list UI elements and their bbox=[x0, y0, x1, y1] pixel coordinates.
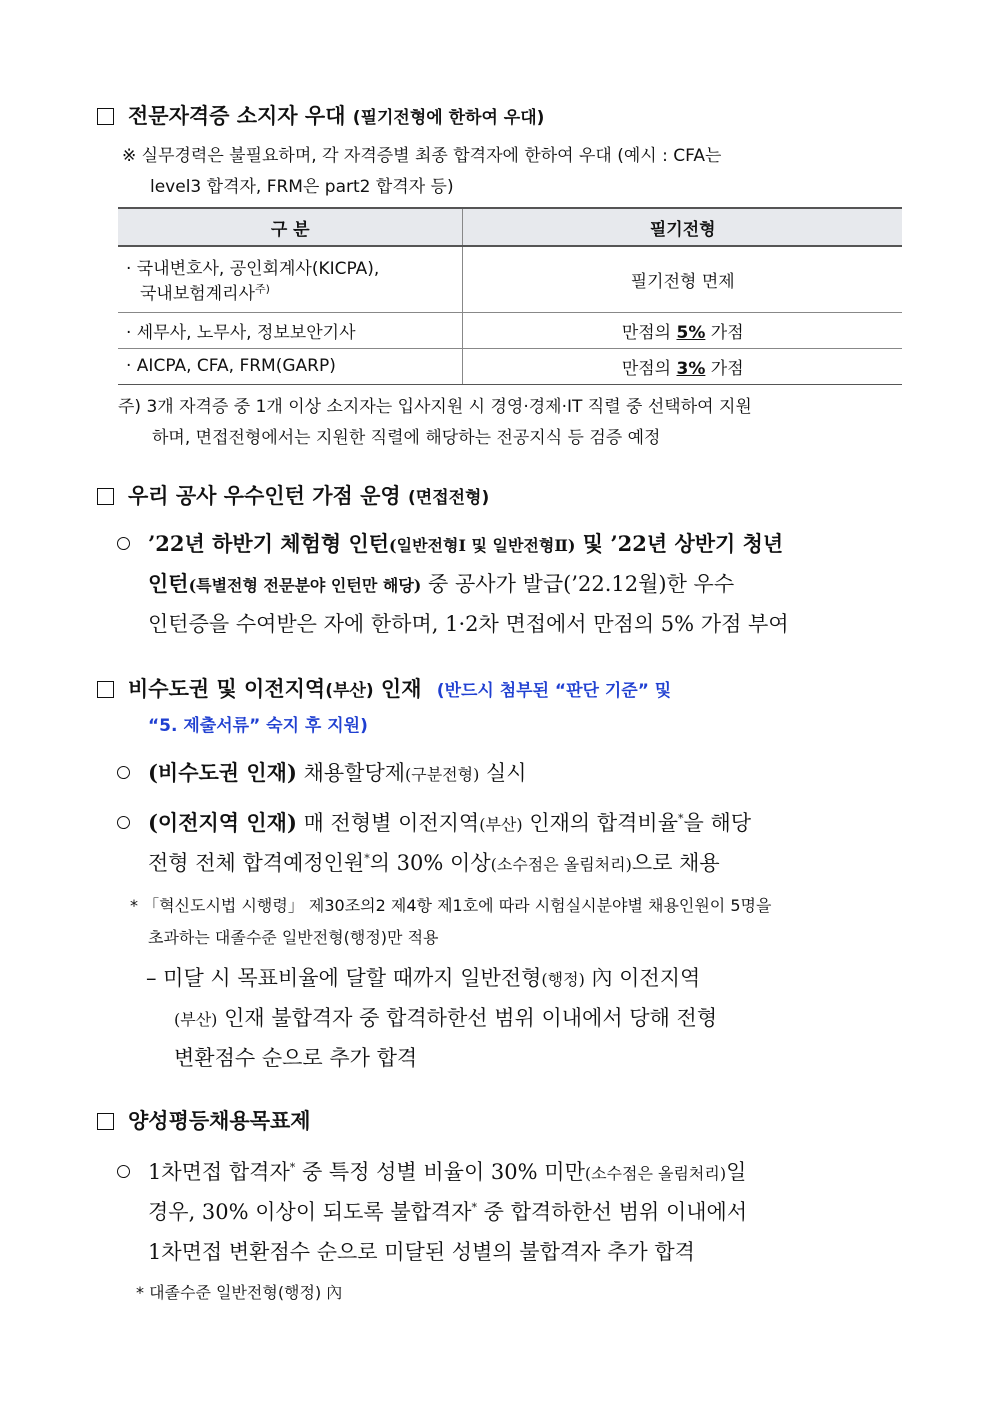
asterisk-marker: * bbox=[289, 1161, 296, 1174]
section-2-title-paren: (면접전형) bbox=[408, 488, 490, 508]
bullet-text: 실시 bbox=[479, 761, 527, 785]
table-header-row bbox=[118, 208, 902, 246]
table-cell: · 세무사, 노무사, 정보보안기사 bbox=[118, 312, 463, 348]
bullet-circle-icon bbox=[117, 816, 130, 829]
section-3-title-tail: 인재 bbox=[373, 677, 422, 701]
table-header-written: 필기전형 bbox=[463, 208, 902, 246]
section-1-footnote-line2: 하며, 면접전형에서는 지원한 직렬에 해당하는 전공지식 등 검증 예정 bbox=[152, 428, 661, 448]
section-3-dash-line2 bbox=[174, 1002, 717, 1032]
bullet-text: 일 bbox=[726, 1160, 747, 1184]
bullet-text: 전형 전체 합격예정인원 bbox=[148, 851, 365, 875]
section-1-footnote-line1: 주) 3개 자격증 중 1개 이상 소지자는 입사지원 시 경영·경제·IT 직렬 중 선택하여 지원 bbox=[118, 397, 752, 417]
table-row bbox=[118, 348, 902, 384]
bullet-label: (비수도권 인재) bbox=[148, 760, 297, 785]
section-3-bullet1 bbox=[117, 757, 527, 787]
section-2-line2 bbox=[148, 568, 734, 598]
bullet-text: 매 전형별 이전지역 bbox=[296, 811, 480, 835]
bonus-value: 5% bbox=[676, 322, 706, 343]
section-3-bullet2-line2 bbox=[148, 847, 720, 877]
table-cell-line: 국내보험계리사 bbox=[140, 284, 255, 305]
checkbox-square-icon bbox=[97, 108, 114, 125]
section-4-asterisk: * 대졸수준 일반전형(행정) 內 bbox=[136, 1283, 343, 1302]
certificate-table bbox=[118, 207, 902, 385]
section-3-bullet2 bbox=[117, 807, 751, 837]
section-1-heading bbox=[97, 100, 544, 130]
section-4-line2 bbox=[148, 1196, 747, 1226]
section-1-title: 전문자격증 소지자 우대 bbox=[128, 104, 346, 128]
dash-text-small: (행정) bbox=[541, 970, 585, 989]
dash-text-small: (부산) bbox=[174, 1010, 218, 1029]
section-1-note-line1: ※ 실무경력은 불필요하며, 각 자격증별 최종 합격자에 한하여 우대 (예시 : CFA는 bbox=[122, 146, 722, 166]
section-3-asterisk-line2: 초과하는 대졸수준 일반전형(행정)만 적용 bbox=[148, 928, 439, 947]
section-4-line1 bbox=[117, 1156, 746, 1186]
bullet-text-small: (소수점은 올림처리) bbox=[584, 1164, 727, 1183]
asterisk-marker: * bbox=[364, 852, 370, 865]
table-header-category: 구 분 bbox=[118, 208, 463, 246]
section-3-title: 비수도권 및 이전지역 bbox=[128, 677, 326, 701]
section-4-title: 양성평등채용목표제 bbox=[128, 1109, 311, 1133]
section-2-heading bbox=[97, 480, 489, 510]
bullet-circle-icon bbox=[117, 1165, 130, 1178]
asterisk-marker: * bbox=[471, 1201, 477, 1214]
intern-text: ’22년 하반기 체험형 인턴 bbox=[148, 531, 390, 556]
bullet-circle-icon bbox=[117, 766, 130, 779]
table-row bbox=[118, 246, 902, 312]
table-cell: 필기전형 면제 bbox=[463, 246, 902, 312]
table-cell-line: · 국내변호사, 공인회계사(KICPA), bbox=[126, 259, 380, 280]
section-1-note-line2: level3 합격자, FRM은 part2 합격자 등) bbox=[150, 177, 454, 197]
dash-text: 內 이전지역 bbox=[584, 966, 701, 990]
bullet-label: (이전지역 인재) bbox=[148, 810, 297, 835]
section-3-dash-line3: 변환점수 순으로 추가 합격 bbox=[174, 1046, 418, 1070]
checkbox-square-icon bbox=[97, 681, 114, 698]
intern-text-small: (일반전형Ⅰ 및 일반전형Ⅱ) bbox=[389, 536, 576, 555]
section-2-line3: 인턴증을 수여받은 자에 한하며, 1·2차 면접에서 만점의 5% 가점 부여 bbox=[148, 612, 789, 636]
section-2-title: 우리 공사 우수인턴 가점 운영 bbox=[128, 484, 401, 508]
dash-text: 인재 불합격자 중 합격하한선 범위 이내에서 당해 전형 bbox=[217, 1006, 718, 1030]
intern-text-small: (특별전형 전문분야 인턴만 해당) bbox=[188, 576, 422, 595]
section-3-heading bbox=[97, 673, 671, 703]
section-4-heading bbox=[97, 1105, 311, 1135]
bullet-text: 의 30% 이상 bbox=[369, 851, 491, 875]
bullet-text: 채용할당제 bbox=[296, 761, 406, 785]
section-3-title-small: (부산) bbox=[325, 681, 374, 701]
bullet-text: 으로 채용 bbox=[631, 851, 720, 875]
bonus-value: 3% bbox=[676, 358, 706, 379]
bullet-text: 인재의 합격비율 bbox=[522, 811, 678, 835]
bullet-text-small: (소수점은 올림처리) bbox=[490, 855, 632, 874]
section-2-line1 bbox=[117, 528, 783, 558]
table-cell: · AICPA, CFA, FRM(GARP) bbox=[118, 348, 463, 384]
table-cell bbox=[118, 246, 463, 312]
bullet-text-small: (부산) bbox=[479, 815, 523, 834]
bullet-text-small: (구분전형) bbox=[405, 765, 480, 784]
cell-text: 만점의 bbox=[621, 358, 677, 379]
section-3-asterisk-line1: * 「혁신도시법 시행령」 제30조의2 제4항 제1호에 따라 시험실시분야별 채용인원이 5명을 bbox=[130, 896, 772, 915]
bullet-text: 중 특정 성별 비율이 30% 미만 bbox=[295, 1160, 585, 1184]
section-3-blue-note: (반드시 첨부된 “판단 기준” 및 bbox=[436, 681, 672, 701]
bullet-text: 1차면접 합격자 bbox=[148, 1160, 290, 1184]
checkbox-square-icon bbox=[97, 1113, 114, 1130]
footnote-marker: 주) bbox=[254, 282, 270, 296]
asterisk-marker: * bbox=[678, 812, 684, 825]
intern-text: 및 ’22년 상반기 청년 bbox=[575, 531, 784, 556]
cell-text: 만점의 bbox=[621, 322, 677, 343]
table-cell bbox=[463, 312, 902, 348]
dash-text: – 미달 시 목표비율에 달할 때까지 일반전형 bbox=[146, 966, 542, 990]
section-4-line3: 1차면접 변환점수 순으로 미달된 성별의 불합격자 추가 합격 bbox=[148, 1240, 695, 1264]
checkbox-square-icon bbox=[97, 488, 114, 505]
section-3-blue-note-line2: “5. 제출서류” 숙지 후 지원) bbox=[148, 716, 368, 736]
table-cell bbox=[463, 348, 902, 384]
bullet-text: 중 합격하한선 범위 이내에서 bbox=[476, 1200, 748, 1224]
intern-text: 중 공사가 발급(’22.12월)한 우수 bbox=[421, 572, 735, 596]
cell-text: 가점 bbox=[705, 322, 744, 343]
table-row bbox=[118, 312, 902, 348]
intern-text: 인턴 bbox=[148, 571, 189, 596]
bullet-text: 을 해당 bbox=[683, 811, 752, 835]
cell-text: 가점 bbox=[705, 358, 744, 379]
section-3-dash-line1 bbox=[146, 962, 700, 992]
bullet-circle-icon bbox=[117, 537, 130, 550]
section-1-title-paren: (필기전형에 한하여 우대) bbox=[352, 108, 545, 128]
bullet-text: 경우, 30% 이상이 되도록 불합격자 bbox=[148, 1200, 472, 1224]
